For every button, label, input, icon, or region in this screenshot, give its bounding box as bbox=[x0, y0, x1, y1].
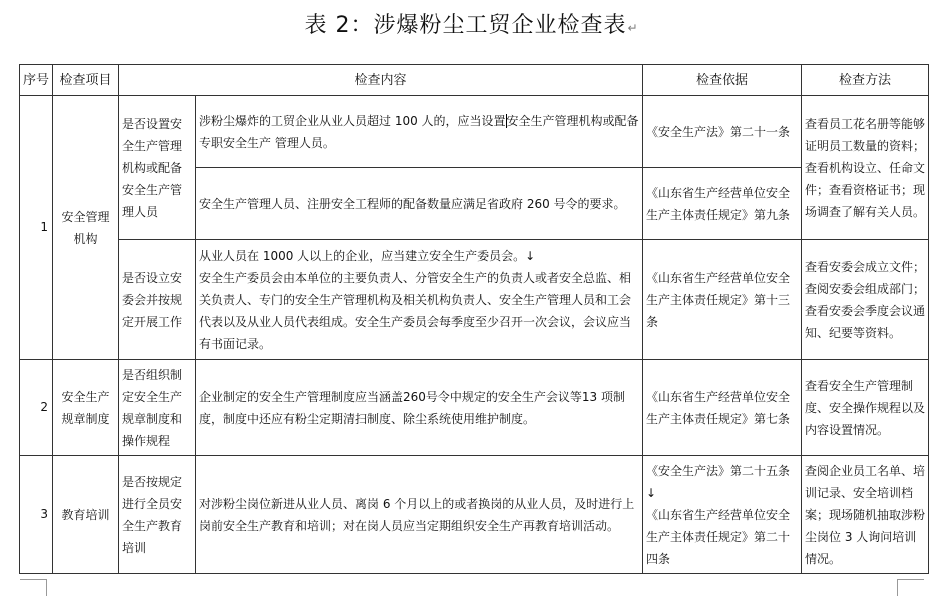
check-method: 查看安全生产管理制度、安全操作规程以及内容设置情况。 bbox=[802, 360, 929, 456]
header-basis: 检查依据 bbox=[643, 65, 802, 96]
check-basis: 《山东省生产经营单位安全生产主体责任规定》第十三条 bbox=[643, 240, 802, 360]
header-content: 检查内容 bbox=[119, 65, 643, 96]
check-method: 查看员工花名册等能够证明员工数量的资料；查看机构设立、任命文件；查看资格证书；现场调查了解有关人员。 bbox=[802, 96, 929, 240]
check-content[interactable] bbox=[196, 96, 643, 168]
check-content: 企业制定的安全生产管理制度应当涵盖260号令中规定的安全生产会议等13 项制度，制度中还应有粉尘定期清扫制度、除尘系统使用维护制度。 bbox=[196, 360, 643, 456]
check-item: 是否设置安全生产管理机构或配备安全生产管理人员 bbox=[119, 96, 196, 240]
table-row bbox=[20, 360, 929, 456]
document-title bbox=[0, 8, 943, 39]
check-project: 安全生产规章制度 bbox=[53, 360, 119, 456]
table-row bbox=[20, 240, 929, 360]
check-content bbox=[196, 240, 643, 360]
header-no: 序号 bbox=[20, 65, 53, 96]
page-corner-mark-left bbox=[20, 579, 47, 596]
check-content: 对涉粉尘岗位新进从业人员、离岗 6 个月以上的或者换岗的从业人员，及时进行上岗前安全生产教育和培训；对在岗人员应当定期组织安全生产再教育培训活动。 bbox=[196, 456, 643, 574]
page-corner-mark-right bbox=[897, 579, 924, 596]
header-method: 检查方法 bbox=[802, 65, 929, 96]
check-content: 安全生产管理人员、注册安全工程师的配备数量应满足省政府 260 号令的要求。 bbox=[196, 168, 643, 240]
check-method: 查看安委会成立文件；查阅安委会组成部门；查看安委会季度会议通知、纪要等资料。 bbox=[802, 240, 929, 360]
row-number: 2 bbox=[20, 360, 53, 456]
check-item: 是否按规定进行全员安全生产教育培训 bbox=[119, 456, 196, 574]
table-row bbox=[20, 96, 929, 168]
check-item: 是否组织制定安全生产规章制度和操作规程 bbox=[119, 360, 196, 456]
content-text-after: 安全生产管理机构或配备专职安全生产 管理人员。 bbox=[199, 113, 639, 150]
inspection-table bbox=[19, 64, 929, 574]
row-number: 3 bbox=[20, 456, 53, 574]
check-item: 是否设立安委会并按规定开展工作 bbox=[119, 240, 196, 360]
check-method: 查阅企业员工名单、培训记录、安全培训档案；现场随机抽取涉粉尘岗位 3 人询问培训情况。 bbox=[802, 456, 929, 574]
check-basis: 《山东省生产经营单位安全生产主体责任规定》第九条 bbox=[643, 168, 802, 240]
row-number: 1 bbox=[20, 96, 53, 360]
check-basis: 《山东省生产经营单位安全生产主体责任规定》第七条 bbox=[643, 360, 802, 456]
table-row bbox=[20, 456, 929, 574]
content-text-before: 涉粉尘爆炸的工贸企业从业人员超过 100 人的，应当设置 bbox=[199, 113, 506, 128]
content-line: 安全生产委员会由本单位的主要负责人、分管安全生产的负责人或者安全总监、相关负责人、专门的安全生产管理机构及相关机构负责人、安全生产管理人员和工会代表以及从业人员代表组成。安全生产委员会每季度至少召开一次会议，会议应当有书面记录。 bbox=[199, 270, 632, 351]
content-line: 从业人员在 1000 人以上的企业，应当建立安全生产委员会。↓ bbox=[199, 248, 536, 263]
check-basis bbox=[643, 456, 802, 574]
check-basis: 《安全生产法》第二十一条 bbox=[643, 96, 802, 168]
check-project: 教育培训 bbox=[53, 456, 119, 574]
header-project: 检查项目 bbox=[53, 65, 119, 96]
title-text: 表 2：涉爆粉尘工贸企业检查表 bbox=[304, 13, 627, 38]
basis-line: 《安全生产法》第二十五条↓ bbox=[646, 463, 791, 500]
check-project: 安全管理机构 bbox=[53, 96, 119, 360]
paragraph-mark: ↵ bbox=[627, 21, 639, 35]
basis-line: 《山东省生产经营单位安全生产主体责任规定》第二十四条 bbox=[646, 507, 791, 566]
table-header-row bbox=[20, 65, 929, 96]
